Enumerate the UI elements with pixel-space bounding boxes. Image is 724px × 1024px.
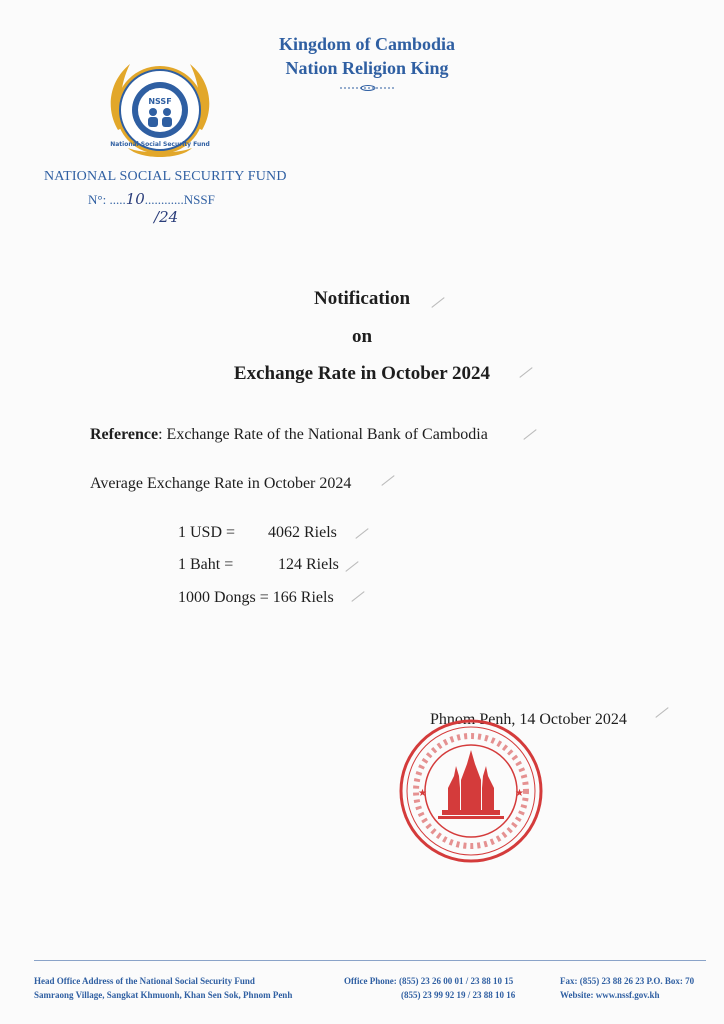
ref-suffix: ............NSSF <box>144 192 215 207</box>
ref-year-handwritten: /24 <box>154 208 179 226</box>
ref-prefix: N°: ..... <box>88 192 126 207</box>
footer-address <box>34 974 292 1002</box>
check-mark-icon <box>655 707 668 718</box>
footer-phone <box>344 974 515 1002</box>
svg-text:★: ★ <box>515 788 524 799</box>
rate-label: 1 Baht = <box>178 556 234 573</box>
address-line: Samraong Village, Sangkat Khmuonh, Khan Sen Sok, Phnom Penh <box>34 990 293 1000</box>
phone-line-2: (855) 23 99 92 19 / 23 88 10 16 <box>401 990 516 1000</box>
org-name: NATIONAL SOCIAL SECURITY FUND <box>44 169 287 184</box>
country-line-2: Nation Religion King <box>285 58 449 78</box>
rate-row-dong <box>178 589 378 609</box>
footer-divider <box>34 960 706 961</box>
official-seal-icon <box>398 718 544 864</box>
title-exchange-rate: Exchange Rate in October 2024 <box>233 363 491 384</box>
kingdom-header <box>276 32 458 80</box>
place-date: Phnom Penh, 14 October 2024 <box>430 711 627 728</box>
check-mark-icon <box>381 475 394 486</box>
reference-line <box>90 426 488 444</box>
title-on: on <box>351 326 373 347</box>
website-line: Website: www.nssf.gov.kh <box>560 990 660 1000</box>
rate-row-usd <box>178 524 378 544</box>
reference-number <box>88 190 215 208</box>
rate-row-baht <box>178 556 378 576</box>
reference-text: : Exchange Rate of the National Bank of Cambodia <box>158 426 488 443</box>
title-notification: Notification <box>313 288 411 309</box>
ornament-divider-icon <box>338 84 398 92</box>
fax-line: Fax: (855) 23 88 26 23 P.O. Box: 70 <box>560 976 695 986</box>
logo-abbrev: NSSF <box>148 97 172 106</box>
logo-ring-text: National Social Security Fund <box>110 141 210 148</box>
check-mark-icon <box>523 429 536 440</box>
address-title: Head Office Address of the National Social Security Fund <box>34 976 255 986</box>
average-rate-heading: Average Exchange Rate in October 2024 <box>90 475 352 492</box>
phone-line-1: Office Phone: (855) 23 26 00 01 / 23 88 10 15 <box>344 976 514 986</box>
svg-text:★: ★ <box>418 788 427 799</box>
rate-label: 1000 Dongs = 166 Riels <box>178 589 334 606</box>
country-line-1: Kingdom of Cambodia <box>278 34 456 54</box>
rate-value: 4062 Riels <box>268 524 337 541</box>
reference-label: Reference <box>90 426 159 443</box>
rate-label: 1 USD = <box>178 524 236 541</box>
logo-khmer-abbrev: ប.ស.ស. <box>148 89 172 96</box>
nssf-logo-icon <box>100 50 220 170</box>
footer-fax <box>560 974 694 1002</box>
rate-value: 124 Riels <box>278 556 339 573</box>
ref-number-handwritten: 10 <box>125 190 145 208</box>
